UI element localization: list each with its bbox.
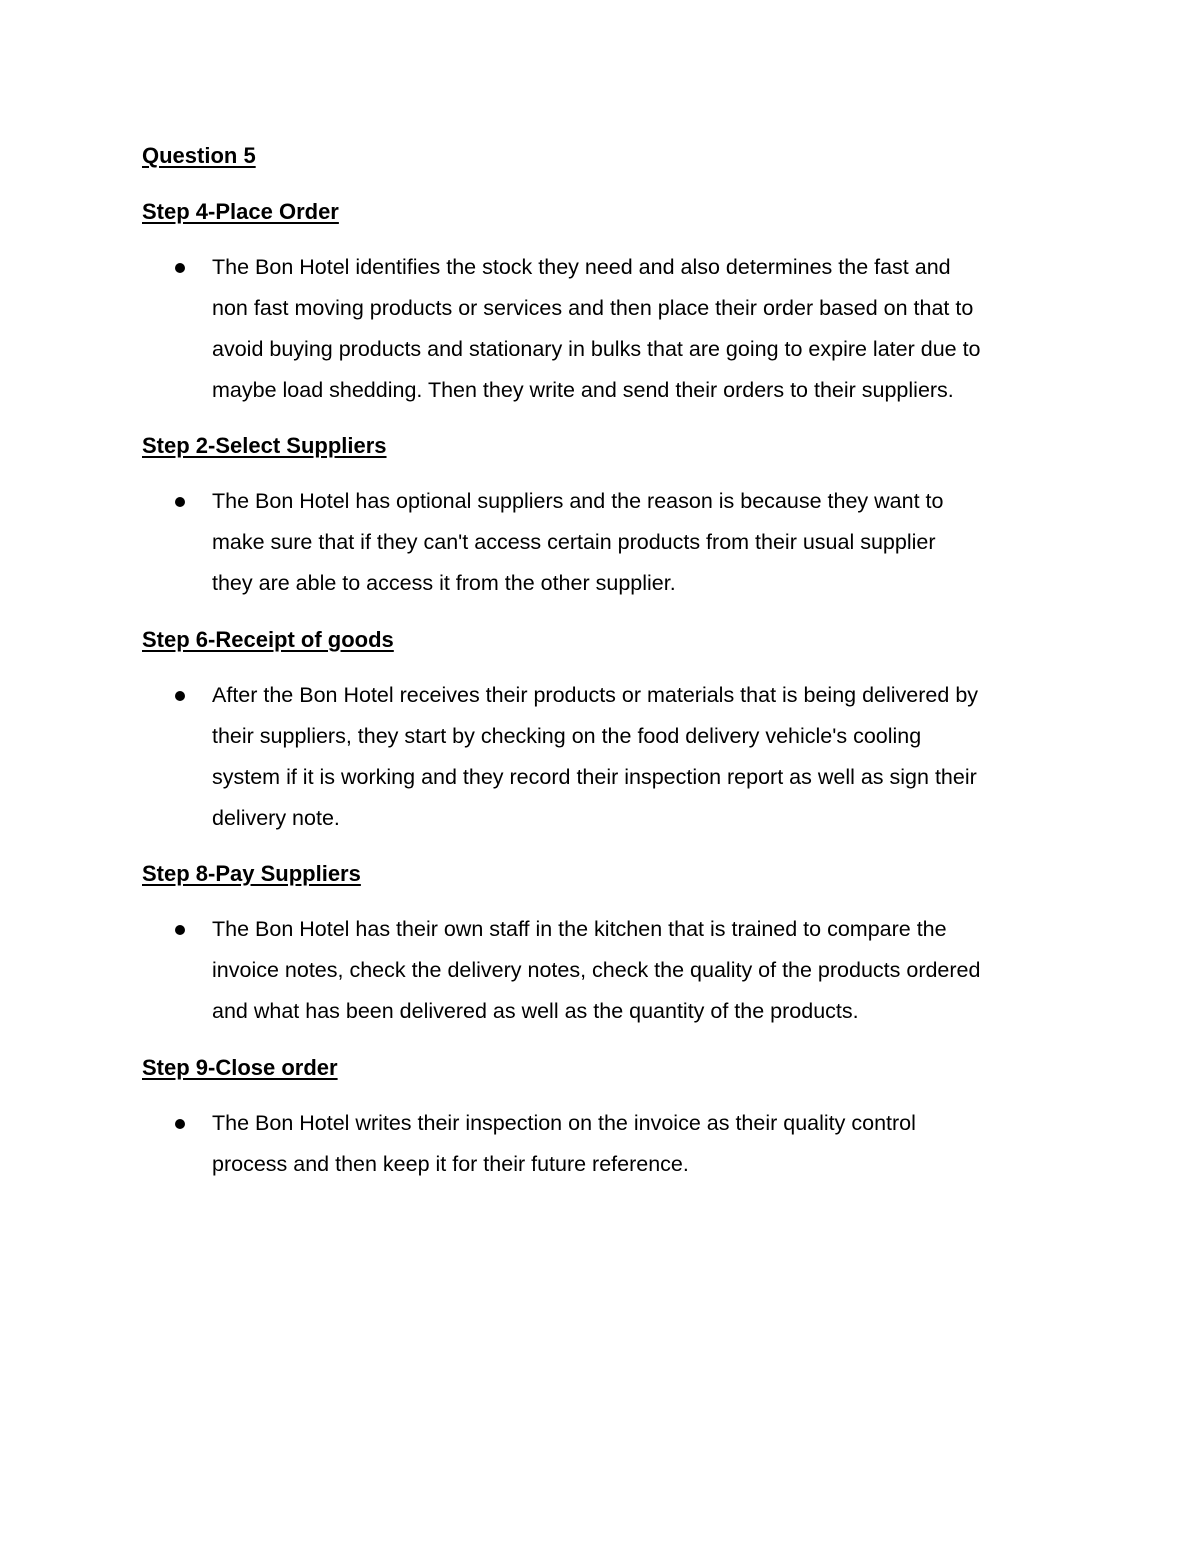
text-line: invoice notes, check the delivery notes, check the quality of the products ordered (212, 958, 981, 982)
section-heading: Step 2-Select Suppliers (142, 433, 387, 458)
list-item (142, 247, 1072, 411)
text-line: The Bon Hotel writes their inspection on the invoice as their quality control (212, 1111, 916, 1135)
bullet-icon (175, 1119, 185, 1129)
text-line: The Bon Hotel has their own staff in the kitchen that is trained to compare the (212, 917, 947, 941)
text-line: The Bon Hotel has optional suppliers and the reason is because they want to (212, 489, 944, 513)
bullet-list (142, 481, 1072, 604)
list-item (142, 1103, 1072, 1185)
bullet-list (142, 675, 1072, 839)
text-line: non fast moving products or services and then place their order based on that to (212, 296, 974, 320)
list-item (142, 481, 1072, 604)
page-title: Question 5 (142, 143, 256, 168)
section-heading: Step 6-Receipt of goods (142, 627, 394, 652)
text-line: their suppliers, they start by checking on the food delivery vehicle's cooling (212, 724, 922, 748)
section-heading: Step 8-Pay Suppliers (142, 861, 361, 886)
section-receipt-of-goods (142, 626, 1072, 839)
bullet-icon (175, 925, 185, 935)
text-line: The Bon Hotel identifies the stock they need and also determines the fast and (212, 255, 951, 279)
text-line: maybe load shedding. Then they write and send their orders to their suppliers. (212, 378, 954, 402)
section-select-suppliers (142, 432, 1072, 604)
bullet-icon (175, 497, 185, 507)
section-close-order (142, 1054, 1072, 1185)
text-line: make sure that if they can't access certain products from their usual supplier (212, 530, 936, 554)
list-item (142, 909, 1072, 1032)
section-heading: Step 4-Place Order (142, 199, 339, 224)
section-place-order (142, 198, 1072, 411)
bullet-list (142, 247, 1072, 411)
bullet-list (142, 1103, 1072, 1185)
bullet-list (142, 909, 1072, 1032)
text-line: and what has been delivered as well as the quantity of the products. (212, 999, 859, 1023)
text-line: After the Bon Hotel receives their products or materials that is being delivered by (212, 683, 979, 707)
text-line: delivery note. (212, 806, 340, 830)
section-pay-suppliers (142, 860, 1072, 1032)
section-heading: Step 9-Close order (142, 1055, 338, 1080)
text-line: avoid buying products and stationary in bulks that are going to expire later due to (212, 337, 981, 361)
list-item (142, 675, 1072, 839)
text-line: system if it is working and they record their inspection report as well as sign their (212, 765, 977, 789)
text-line: process and then keep it for their future reference. (212, 1152, 689, 1176)
bullet-icon (175, 691, 185, 701)
bullet-icon (175, 263, 185, 273)
text-line: they are able to access it from the other supplier. (212, 571, 676, 595)
